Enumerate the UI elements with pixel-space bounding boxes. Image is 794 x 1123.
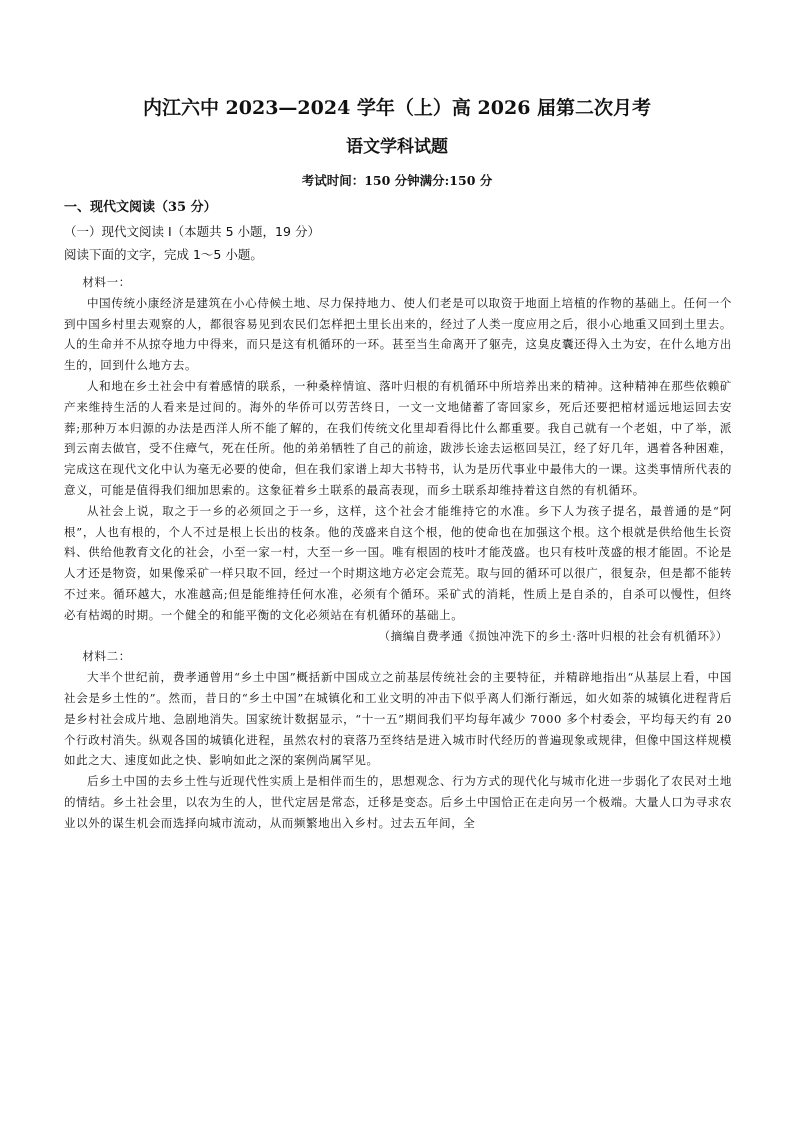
reading-passage: [64, 272, 732, 834]
material2-paragraph-1: 大半个世纪前，费孝通曾用“乡土中国”概括新中国成立之前基层传统社会的主要特征，并精辟地指出“从基层上看，中国社会是乡土性的”。然而，昔日的“乡土中国”在城镇化和工业文明的冲击下似乎离人们渐行渐远，如火如荼的城镇化进程背后是乡村社会成片地、急剧地消失。国家统计数据显示，“十一五”期间我们平均每年减少 7000 多个村委会，平均每天约有 20 个行政村消失。纵观各国的城镇化进程，虽然农村的衰落乃至终结是进入城市时代经历的普遍现象或规律，但像中国这样规模如此之大、速度如此之快、影响如此之深的案例尚属罕见。: [64, 670, 732, 768]
material2-label: 材料二：: [82, 649, 131, 664]
exam-title: 内江六中 2023—2024 学年（上）高 2026 届第二次月考: [142, 97, 652, 119]
exam-time-info: 考试时间：150 分钟满分:150 分: [301, 173, 493, 188]
reading-instruction: 阅读下面的文字，完成 1～5 小题。: [64, 247, 263, 262]
subsection-heading: （一）现代文阅读 I（本题共 5 小题，19 分）: [64, 224, 320, 239]
material1-label: 材料一：: [82, 275, 131, 289]
material2-paragraph-2: 后乡土中国的去乡土性与近现代性实质上是相伴而生的，思想观念、行为方式的现代化与城市化进一步弱化了农民对土地的情结。乡土社会里，以农为生的人，世代定居是常态，迁移是变态。后乡土中国恰正在走向另一个极端。大量人口为寻求农业以外的谋生机会而选择向城市流动，从而频繁地出入乡村。过去五年间，全: [64, 774, 732, 830]
exam-subtitle: 语文学科试题: [346, 137, 448, 157]
material1-paragraph-2: 人和地在乡土社会中有着感情的联系，一种桑梓情谊、落叶归根的有机循环中所培养出来的精神。这种精神在那些依赖矿产来维持生活的人看来是过间的。海外的华侨可以劳苦终日，一文一文地储蓄了寄回家乡，死后还要把棺材遥远地运回去安葬;那种万本归源的办法是西洋人所不能了解的，在我们传统文化里却看得比什么都重要。我自己就有一个老姐，中了举，派到云南去做官，受不住瘴气，死在任所。他的弟弟牺牲了自己的前途，跋涉长途去运柩回吴江，经了好几年，遇着各种困难，完成这在现代文化中认为毫无必要的使命，但在我们家谱上却大书特书，认为是历代事业中最伟大的一课。这类事情所代表的意义，可能是值得我们细加思索的。这象征着乡土联系的最高表现，而乡土联系却维持着这自然的有机循环。: [64, 378, 732, 497]
material1-citation: （摘编自费孝通《损蚀冲洗下的乡土·落叶归根的社会有机循环》）: [378, 628, 728, 643]
section-heading: 一、现代文阅读（35 分）: [64, 200, 217, 215]
material1-paragraph-3: 从社会上说，取之于一乡的必须回之于一乡，这样，这个社会才能维持它的水准。乡下人为孩子提名，最普通的是“阿根”，人也有根的，个人不过是根上长出的枝条。他的茂盛来自这个根，他的使命也在加强这个根。这个根就是供给他生长资料、供给他教育文化的社会，小至一家一村，大至一乡一国。唯有根固的枝叶才能茂盛。也只有枝叶茂盛的根才能固。不论是人才还是物资，如果像采矿一样只取不回，经过一个时期这地方必定会荒芜。取与回的循环可以很广，很复杂，但是都不能转不过来。循环越大，水准越高;但是能维持任何水准，必须有个循环。采矿式的消耗，性质上是自杀的，自杀可以慢性，但终必有枯竭的时期。一个健全的和能平衡的文化必须站在有机循环的基础上。: [64, 503, 732, 622]
material1-paragraph-1: 中国传统小康经济是建筑在小心侍候土地、尽力保持地力、使人们老是可以取资于地面上培植的作物的基础上。任何一个到中国乡村里去观察的人，都很容易见到农民们怎样把土里长出来的，经过了人类一度应用之后，很小心地重又回到土里去。人的生命并不从掠夺地力中得来，而只是这有机循环的一环。甚至当生命离开了躯壳，这臭皮囊还得入土为安，在什么地方出生的，回到什么地方去。: [64, 295, 732, 373]
